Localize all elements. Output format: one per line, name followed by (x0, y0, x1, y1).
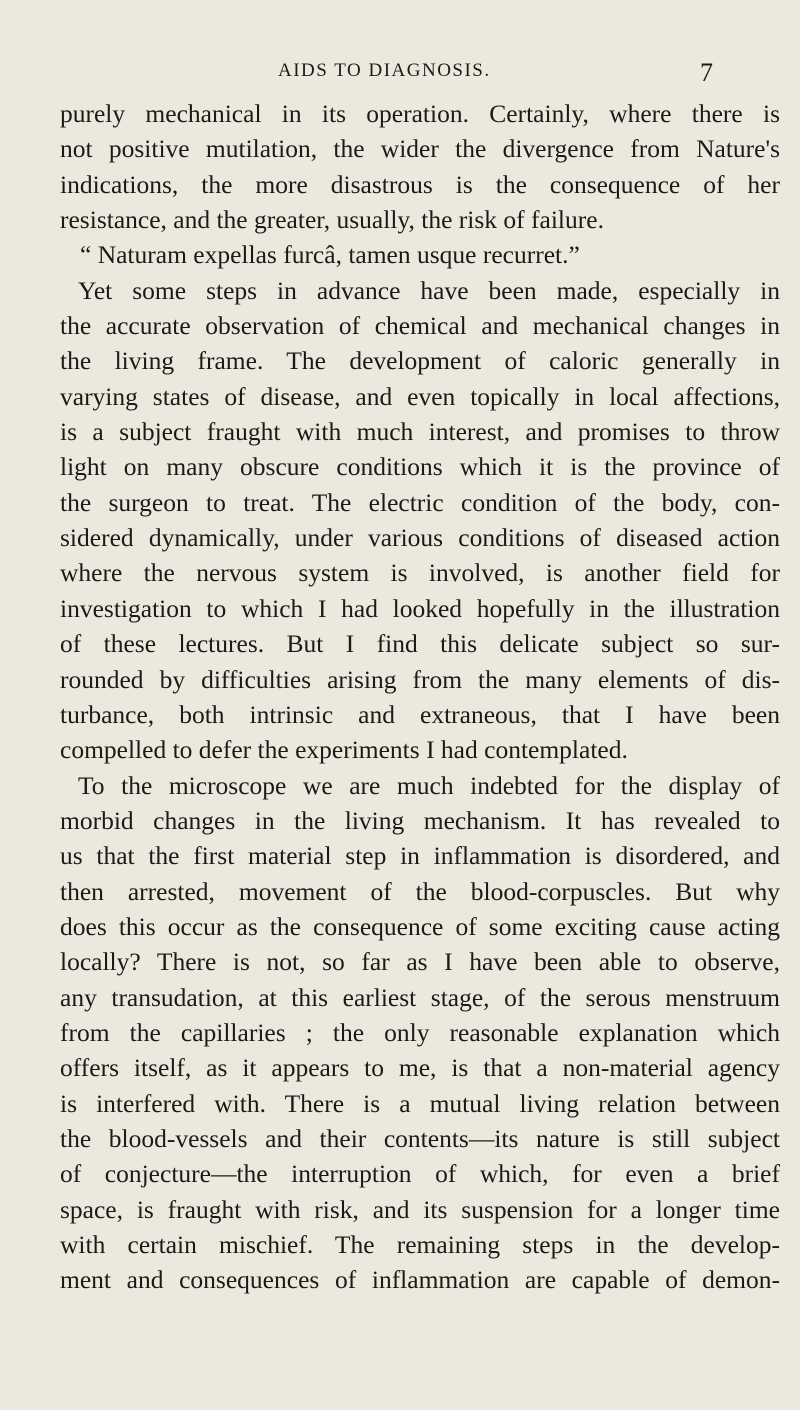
running-title: AIDS TO DIAGNOSIS. (278, 60, 491, 81)
text-line: any transudation, at this earliest stage, of the serous menstruum (60, 982, 780, 1012)
text-line: sidered dynamically, under various conditions of diseased action (60, 523, 780, 553)
text-line: does this occur as the consequence of some exciting cause acting (60, 911, 780, 941)
text-line: not positive mutilation, the wider the divergence from Nature's (60, 134, 780, 164)
text-line: morbid changes in the living mechanism. It has revealed to (60, 805, 780, 835)
text-line: the living frame. The development of caloric generally in (60, 346, 780, 376)
text-line: of these lectures. But I find this delicate subject so sur- (60, 629, 780, 659)
latin-quotation: “ Naturam expellas furcâ, tamen usque recurret.” (80, 240, 580, 270)
text-line: locally? There is not, so far as I have been able to observe, (60, 947, 780, 977)
text-line: of conjecture—the interruption of which, for even a brief (60, 1159, 780, 1189)
text-line: with certain mischief. The remaining steps in the develop- (60, 1230, 780, 1259)
text-line: investigation to which I had looked hopefully in the illustration (60, 593, 780, 623)
text-line: ment and consequences of inflammation are capable of demon- (60, 1265, 780, 1295)
text-line: indications, the more disastrous is the consequence of her (60, 169, 780, 199)
text-line: offers itself, as it appears to me, is that a non-material agency (60, 1053, 780, 1083)
body-text (60, 96, 780, 1298)
text-line: the blood-vessels and their contents—its nature is still subject (60, 1123, 780, 1153)
text-line: then arrested, movement of the blood-corpuscles. But why (60, 876, 780, 906)
text-line: turbance, both intrinsic and extraneous, that I have been (60, 699, 780, 729)
text-line: light on many obscure conditions which it is the province of (60, 452, 780, 482)
text-line: resistance, and the greater, usually, the risk of failure. (60, 205, 604, 235)
text-line: us that the first material step in inflammation is disordered, and (60, 841, 780, 871)
text-line: varying states of disease, and even topically in local affections, (60, 381, 780, 411)
page-number: 7 (700, 58, 713, 87)
text-line: rounded by difficulties arising from the many elements of dis- (60, 664, 780, 694)
text-line: where the nervous system is involved, is another field for (60, 558, 780, 588)
text-line: is a subject fraught with much interest, and promises to throw (60, 417, 780, 447)
text-line: To the microscope we are much indebted for the display of (78, 770, 780, 800)
text-line: the surgeon to treat. The electric condition of the body, con- (60, 487, 780, 517)
running-head (0, 60, 800, 90)
text-line: the accurate observation of chemical and mechanical changes in (60, 311, 780, 341)
text-line: is interfered with. There is a mutual living relation between (60, 1088, 780, 1118)
text-line: compelled to defer the experiments I had contemplated. (60, 735, 628, 765)
text-line: Yet some steps in advance have been made, especially in (78, 275, 780, 305)
text-line: purely mechanical in its operation. Certainly, where there is (60, 99, 780, 128)
text-line: from the capillaries ; the only reasonable explanation which (60, 1017, 780, 1047)
text-line: space, is fraught with risk, and its suspension for a longer time (60, 1194, 780, 1224)
